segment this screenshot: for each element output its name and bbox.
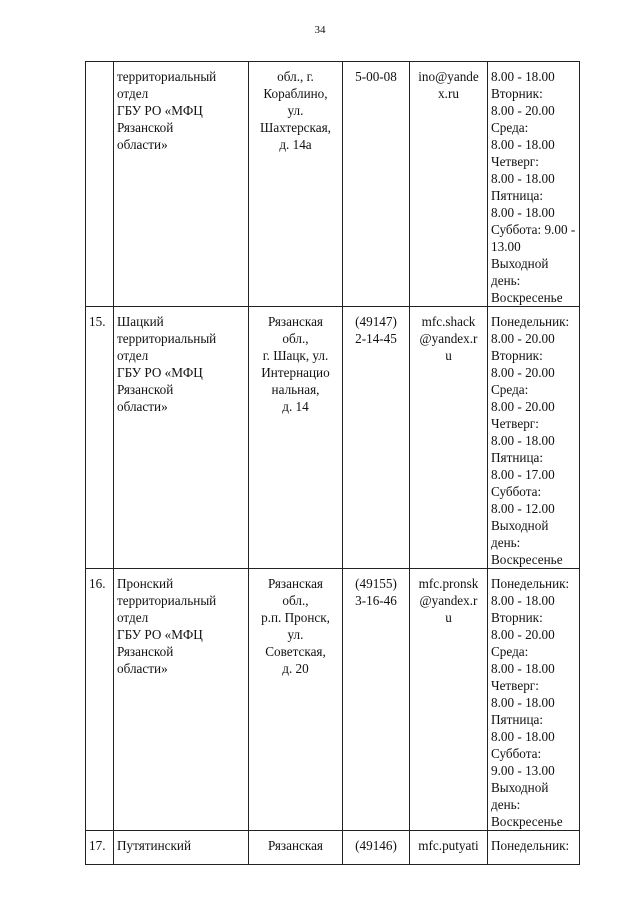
office-address: Рязанская обл., р.п. Пронск, ул. Советская, д. 20 [249, 569, 343, 831]
office-name: Путятинский [114, 831, 249, 865]
table-row [86, 307, 580, 569]
row-number [86, 62, 114, 307]
office-phone: (49155) 3-16-46 [343, 569, 410, 831]
office-email: mfc.putyati [410, 831, 488, 865]
office-name: Шацкий территориальный отдел ГБУ РО «МФЦ Рязанской области» [114, 307, 249, 569]
office-address: Рязанская обл., г. Шацк, ул. Интернацио нальная, д. 14 [249, 307, 343, 569]
office-address: обл., г. Кораблино, ул. Шахтерская, д. 14а [249, 62, 343, 307]
office-address: Рязанская [249, 831, 343, 865]
office-hours: 8.00 - 18.00 Вторник: 8.00 - 20.00 Среда: 8.00 - 18.00 Четверг: 8.00 - 18.00 Пятница: 8.00 - 18.00 Суббота: 9.00 - 13.00 Выходной день: Воскресенье [488, 62, 580, 307]
row-number: 16. [86, 569, 114, 831]
office-hours: Понедельник: 8.00 - 20.00 Вторник: 8.00 - 20.00 Среда: 8.00 - 20.00 Четверг: 8.00 - 18.00 Пятница: 8.00 - 17.00 Суббота: 8.00 - 12.00 Выходной день: Воскресенье [488, 307, 580, 569]
table-row [86, 62, 580, 307]
office-phone: 5-00-08 [343, 62, 410, 307]
table-row [86, 831, 580, 865]
row-number: 17. [86, 831, 114, 865]
office-phone: (49146) [343, 831, 410, 865]
office-phone: (49147) 2-14-45 [343, 307, 410, 569]
office-name: Пронский территориальный отдел ГБУ РО «МФЦ Рязанской области» [114, 569, 249, 831]
mfc-offices-table [85, 61, 580, 865]
office-hours: Понедельник: 8.00 - 18.00 Вторник: 8.00 - 20.00 Среда: 8.00 - 18.00 Четверг: 8.00 - 18.00 Пятница: 8.00 - 18.00 Суббота: 9.00 - 13.00 Выходной день: Воскресенье [488, 569, 580, 831]
page-number: 34 [314, 24, 326, 36]
row-number: 15. [86, 307, 114, 569]
office-email: mfc.shack @yandex.r u [410, 307, 488, 569]
office-email: ino@yande x.ru [410, 62, 488, 307]
office-hours: Понедельник: [488, 831, 580, 865]
office-name: территориальный отдел ГБУ РО «МФЦ Рязанской области» [114, 62, 249, 307]
table-row [86, 569, 580, 831]
office-email: mfc.pronsk @yandex.r u [410, 569, 488, 831]
